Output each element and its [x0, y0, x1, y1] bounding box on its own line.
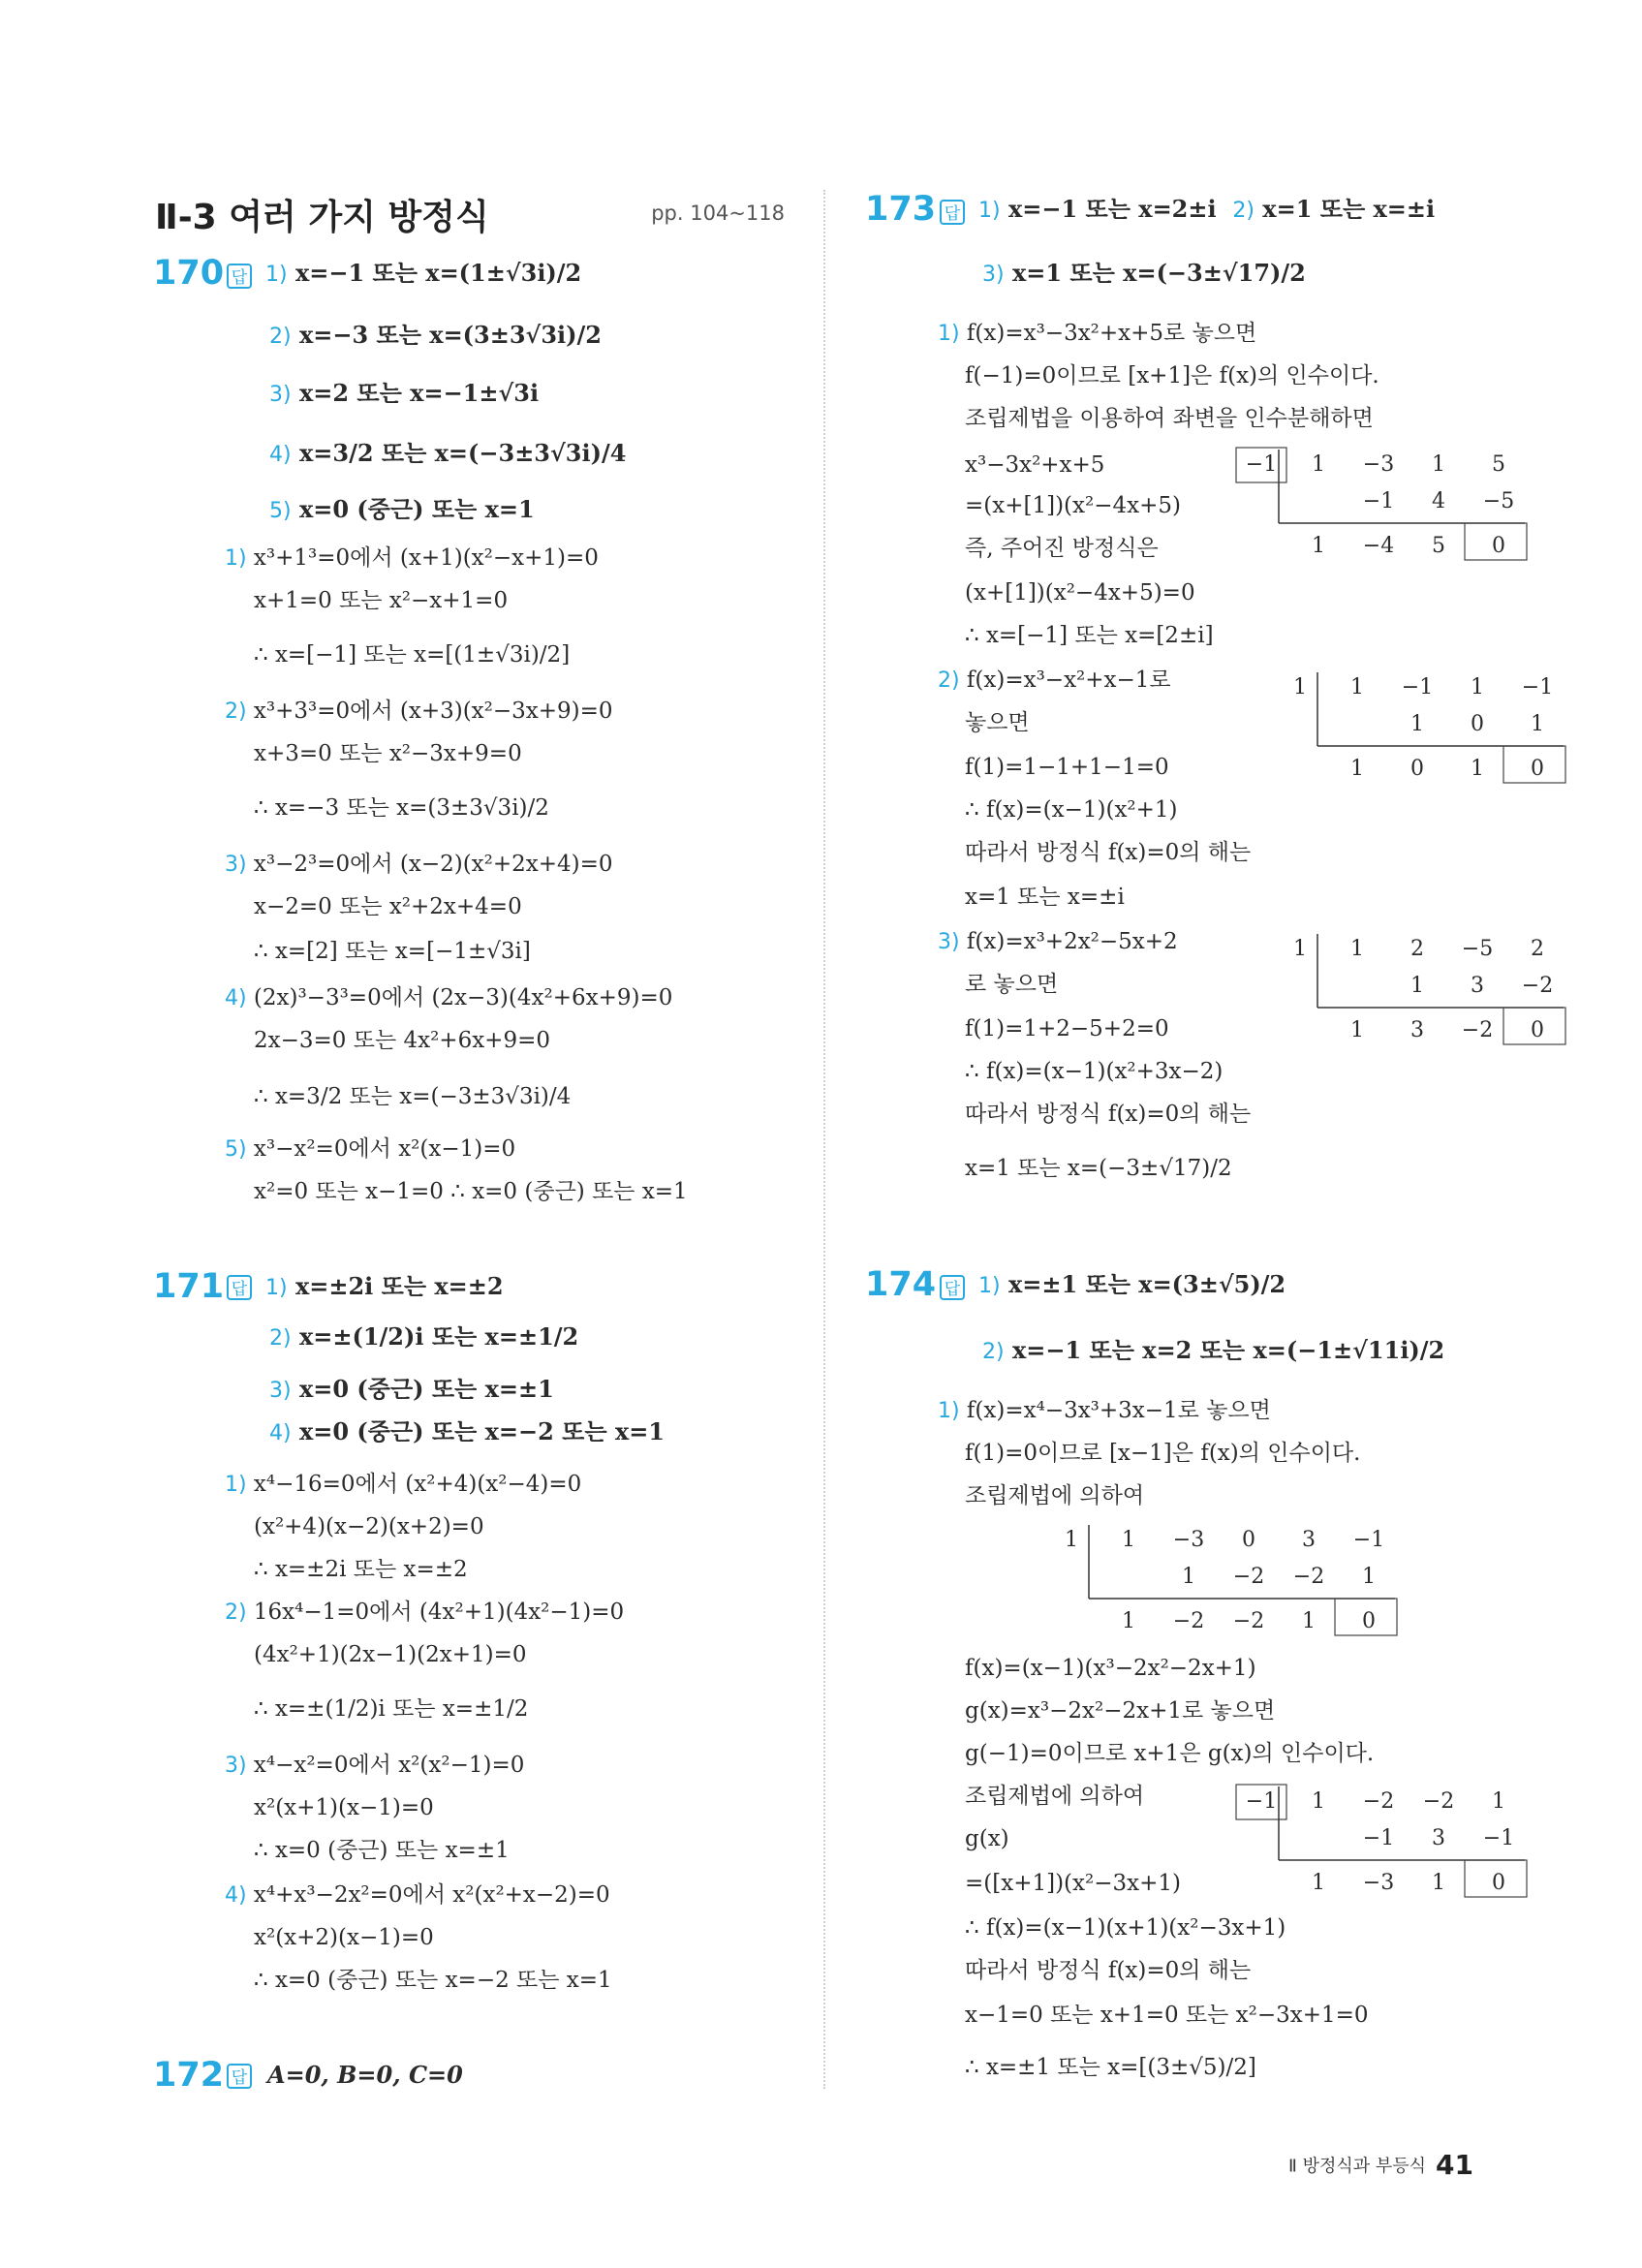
answer-line: 4) x=0 (중근) 또는 x=−2 또는 x=1	[269, 1417, 666, 1445]
problem-number-172: 172	[153, 2056, 225, 2095]
synth-cell: −1	[1482, 1826, 1515, 1850]
problem-number-173: 173	[865, 190, 937, 229]
solution-line: 4) x⁴+x³−2x²=0에서 x²(x²+x−2)=0	[225, 1882, 610, 1908]
solution-line: ∴ x=[−1] 또는 x=[2±i]	[965, 623, 1214, 648]
solution-line: x²(x+2)(x−1)=0	[254, 1925, 434, 1950]
synth-cell: 0	[1362, 1609, 1376, 1633]
solution-line: x²(x+1)(x−1)=0	[254, 1795, 434, 1820]
solution-line: ∴ x=±(1/2)i 또는 x=±1/2	[254, 1696, 529, 1722]
page-number: 41	[1436, 2149, 1473, 2181]
solution-line: ∴ f(x)=(x−1)(x²+1)	[965, 797, 1178, 823]
solution-line: 4) (2x)³−3³=0에서 (2x−3)(4x²+6x+9)=0	[225, 985, 673, 1010]
solution-line: f(1)=1−1+1−1=0	[965, 755, 1169, 780]
synthetic-division-table	[1255, 667, 1567, 787]
synth-cell: 3	[1471, 974, 1484, 998]
synth-cell: 5	[1492, 452, 1505, 477]
synth-cell: 0	[1531, 1018, 1544, 1042]
synthetic-division-table	[1255, 928, 1567, 1048]
solution-line: ∴ x=−3 또는 x=(3±3√3i)/2	[254, 795, 549, 821]
answer-line: 1) x=±1 또는 x=(3±√5)/2	[978, 1270, 1286, 1298]
synth-cell: −5	[1461, 937, 1494, 961]
synth-cell: −1	[1362, 1826, 1395, 1850]
solution-line: g(x)=x³−2x²−2x+1로 놓으면	[965, 1698, 1276, 1724]
solution-line: ∴ x=±2i 또는 x=±2	[254, 1557, 468, 1582]
column-divider	[823, 190, 825, 2089]
page-footer	[1288, 2149, 1473, 2181]
solution-line: 따라서 방정식 f(x)=0의 해는	[965, 1102, 1252, 1127]
solution-line: ∴ x=±1 또는 x=[(3±√5)/2]	[965, 2055, 1256, 2080]
synthetic-division-table	[1217, 444, 1529, 564]
synth-cell: 2	[1531, 937, 1544, 961]
synth-cell: 0	[1410, 757, 1424, 781]
solution-line: 2) 16x⁴−1=0에서 (4x²+1)(4x²−1)=0	[225, 1600, 625, 1625]
synthetic-division-table	[1027, 1519, 1399, 1639]
synth-cell: −2	[1292, 1565, 1325, 1589]
synth-cell: 1	[1410, 712, 1424, 736]
synth-cell: 3	[1410, 1018, 1424, 1042]
problem-number-174: 174	[865, 1265, 937, 1304]
solution-line: 놓으면	[965, 710, 1030, 735]
synth-cell: 1	[1182, 1565, 1195, 1589]
answer-line: 2) x=±(1/2)i 또는 x=±1/2	[269, 1322, 579, 1351]
answer-line: 4) x=3/2 또는 x=(−3±3√3i)/4	[269, 439, 627, 467]
synth-cell: 1	[1471, 675, 1484, 699]
synth-cell: 1	[1471, 757, 1484, 781]
solution-line: x−2=0 또는 x²+2x+4=0	[254, 894, 522, 919]
synth-cell: 1	[1312, 1789, 1325, 1814]
synth-cell: 1	[1432, 452, 1445, 477]
answer-line: 3) x=0 (중근) 또는 x=±1	[269, 1375, 554, 1403]
page-range: pp. 104~118	[651, 202, 785, 225]
solution-line: x³−3x²+x+5	[965, 452, 1105, 478]
synth-cell: 0	[1531, 757, 1544, 781]
synth-cell: 1	[1531, 712, 1544, 736]
answer-line: A=0, B=0, C=0	[267, 2061, 463, 2089]
solution-line: 3) x³−2³=0에서 (x−2)(x²+2x+4)=0	[225, 852, 613, 877]
answer-badge: 답	[227, 264, 252, 289]
problem-number-171: 171	[153, 1267, 225, 1306]
synth-cell: 0	[1242, 1528, 1255, 1552]
answer-badge: 답	[227, 2064, 252, 2089]
synth-cell: 1	[1122, 1528, 1135, 1552]
answer-line: 3) x=1 또는 x=(−3±√17)/2	[982, 259, 1306, 287]
solution-line: 즉, 주어진 방정식은	[965, 536, 1159, 561]
solution-line: =([x+1])(x²−3x+1)	[965, 1871, 1181, 1896]
synth-cell: −2	[1232, 1609, 1265, 1633]
solution-line: 로 놓으면	[965, 972, 1059, 997]
solution-line: ∴ x=0 (중근) 또는 x=±1	[254, 1838, 510, 1863]
solution-line: ∴ f(x)=(x−1)(x²+3x−2)	[965, 1059, 1224, 1084]
solution-line: x=1 또는 x=(−3±√17)/2	[965, 1156, 1232, 1181]
solution-line: ∴ x=[−1] 또는 x=[(1±√3i)/2]	[254, 642, 571, 668]
synth-cell: 5	[1432, 534, 1445, 558]
answer-badge: 답	[940, 200, 965, 225]
solution-line: ∴ x=[2] 또는 x=[−1±√3i]	[254, 939, 531, 964]
solution-line: x=1 또는 x=±i	[965, 885, 1125, 910]
problem-number-170: 170	[153, 254, 225, 293]
synth-cell: 3	[1432, 1826, 1445, 1850]
solution-line: 2x−3=0 또는 4x²+6x+9=0	[254, 1028, 550, 1053]
section-header	[155, 190, 785, 238]
synth-cell: 3	[1302, 1528, 1316, 1552]
solution-line: 조립제법을 이용하여 좌변을 인수분해하면	[965, 406, 1374, 431]
answer-line: 3) x=2 또는 x=−1±√3i	[269, 379, 540, 407]
solution-line: x−1=0 또는 x+1=0 또는 x²−3x+1=0	[965, 2003, 1369, 2028]
solution-line: 1) f(x)=x³−3x²+x+5로 놓으면	[938, 321, 1257, 346]
solution-line: g(−1)=0이므로 x+1은 g(x)의 인수이다.	[965, 1741, 1375, 1766]
synthetic-division-table	[1217, 1781, 1529, 1901]
answer-line: 1) x=−1 또는 x=2±i 2) x=1 또는 x=±i	[978, 195, 1436, 223]
answer-line: 1) x=±2i 또는 x=±2	[265, 1272, 504, 1300]
answer-badge: 답	[227, 1275, 252, 1300]
solution-line: 1) f(x)=x⁴−3x³+3x−1로 놓으면	[938, 1398, 1271, 1423]
answer-line: 2) x=−3 또는 x=(3±3√3i)/2	[269, 321, 602, 349]
synth-cell: −3	[1172, 1528, 1205, 1552]
synth-cell: 1	[1350, 937, 1364, 961]
solution-line: 1) x³+1³=0에서 (x+1)(x²−x+1)=0	[225, 545, 599, 571]
synth-cell: −1	[1362, 489, 1395, 513]
synth-cell: 0	[1492, 534, 1505, 558]
synth-root: 1	[1293, 937, 1307, 961]
solution-line: 2) f(x)=x³−x²+x−1로	[938, 668, 1171, 693]
synth-cell: −1	[1401, 675, 1434, 699]
synth-root: 1	[1293, 675, 1307, 699]
answer-line: 2) x=−1 또는 x=2 또는 x=(−1±√11i)/2	[982, 1336, 1445, 1364]
synth-cell: 1	[1492, 1789, 1505, 1814]
synth-cell: 1	[1350, 757, 1364, 781]
answer-line: 5) x=0 (중근) 또는 x=1	[269, 495, 535, 523]
synth-cell: 1	[1302, 1609, 1316, 1633]
solution-line: 3) x⁴−x²=0에서 x²(x²−1)=0	[225, 1753, 525, 1778]
solution-line: 따라서 방정식 f(x)=0의 해는	[965, 1958, 1252, 1983]
solution-line: f(1)=0이므로 [x−1]은 f(x)의 인수이다.	[965, 1441, 1361, 1466]
synth-cell: −4	[1362, 534, 1395, 558]
synth-root: −1	[1245, 1789, 1278, 1814]
synth-cell: 1	[1122, 1609, 1135, 1633]
solution-line: 조립제법에 의하여	[965, 1483, 1145, 1508]
solution-line: x+1=0 또는 x²−x+1=0	[254, 588, 509, 613]
section-title: Ⅱ-3 여러 가지 방정식	[155, 198, 489, 237]
solution-line: ∴ x=3/2 또는 x=(−3±3√3i)/4	[254, 1084, 572, 1109]
solution-line: 5) x³−x²=0에서 x²(x−1)=0	[225, 1136, 516, 1162]
synth-cell: 1	[1312, 1871, 1325, 1895]
synth-cell: −1	[1521, 675, 1554, 699]
synth-cell: 0	[1471, 712, 1484, 736]
synth-cell: −5	[1482, 489, 1515, 513]
synth-cell: −2	[1232, 1565, 1265, 1589]
solution-line: 조립제법에 의하여	[965, 1784, 1145, 1809]
synth-cell: 0	[1492, 1871, 1505, 1895]
solution-line: 1) x⁴−16=0에서 (x²+4)(x²−4)=0	[225, 1472, 582, 1497]
solution-line: x+3=0 또는 x²−3x+9=0	[254, 741, 522, 766]
solution-line: 3) f(x)=x³+2x²−5x+2	[938, 929, 1178, 954]
synth-root: −1	[1245, 452, 1278, 477]
synth-cell: −2	[1422, 1789, 1455, 1814]
synth-cell: 1	[1312, 452, 1325, 477]
answer-line: 1) x=−1 또는 x=(1±√3i)/2	[265, 259, 582, 287]
synth-cell: 1	[1350, 675, 1364, 699]
solution-line: f(1)=1+2−5+2=0	[965, 1016, 1169, 1041]
solution-line: (x+[1])(x²−4x+5)=0	[965, 580, 1195, 606]
synth-cell: −3	[1362, 452, 1395, 477]
synth-cell: −2	[1362, 1789, 1395, 1814]
footer-section: Ⅱ 방정식과 부등식	[1288, 2156, 1427, 2177]
solution-line: ∴ f(x)=(x−1)(x+1)(x²−3x+1)	[965, 1915, 1286, 1941]
solution-line: 따라서 방정식 f(x)=0의 해는	[965, 840, 1252, 865]
solution-line: 2) x³+3³=0에서 (x+3)(x²−3x+9)=0	[225, 699, 613, 724]
solution-line: (4x²+1)(2x−1)(2x+1)=0	[254, 1642, 527, 1667]
synth-cell: 1	[1432, 1871, 1445, 1895]
synth-cell: 1	[1312, 534, 1325, 558]
solution-line: =(x+[1])(x²−4x+5)	[965, 493, 1181, 518]
synth-cell: −1	[1352, 1528, 1385, 1552]
synth-cell: −2	[1461, 1018, 1494, 1042]
synth-cell: 2	[1410, 937, 1424, 961]
synth-cell: −2	[1521, 974, 1554, 998]
synth-cell: 1	[1362, 1565, 1376, 1589]
synth-root: 1	[1065, 1528, 1078, 1552]
solution-line: ∴ x=0 (중근) 또는 x=−2 또는 x=1	[254, 1968, 612, 1993]
solution-line: (x²+4)(x−2)(x+2)=0	[254, 1514, 484, 1539]
synth-cell: 1	[1350, 1018, 1364, 1042]
synth-cell: −3	[1362, 1871, 1395, 1895]
solution-line: g(x)	[965, 1826, 1009, 1851]
solution-line: x²=0 또는 x−1=0 ∴ x=0 (중근) 또는 x=1	[254, 1179, 688, 1204]
answer-badge: 답	[940, 1275, 965, 1300]
synth-cell: 4	[1432, 489, 1445, 513]
synth-cell: 1	[1410, 974, 1424, 998]
solution-line: f(x)=(x−1)(x³−2x²−2x+1)	[965, 1656, 1256, 1681]
solution-line: f(−1)=0이므로 [x+1]은 f(x)의 인수이다.	[965, 363, 1379, 388]
synth-cell: −2	[1172, 1609, 1205, 1633]
